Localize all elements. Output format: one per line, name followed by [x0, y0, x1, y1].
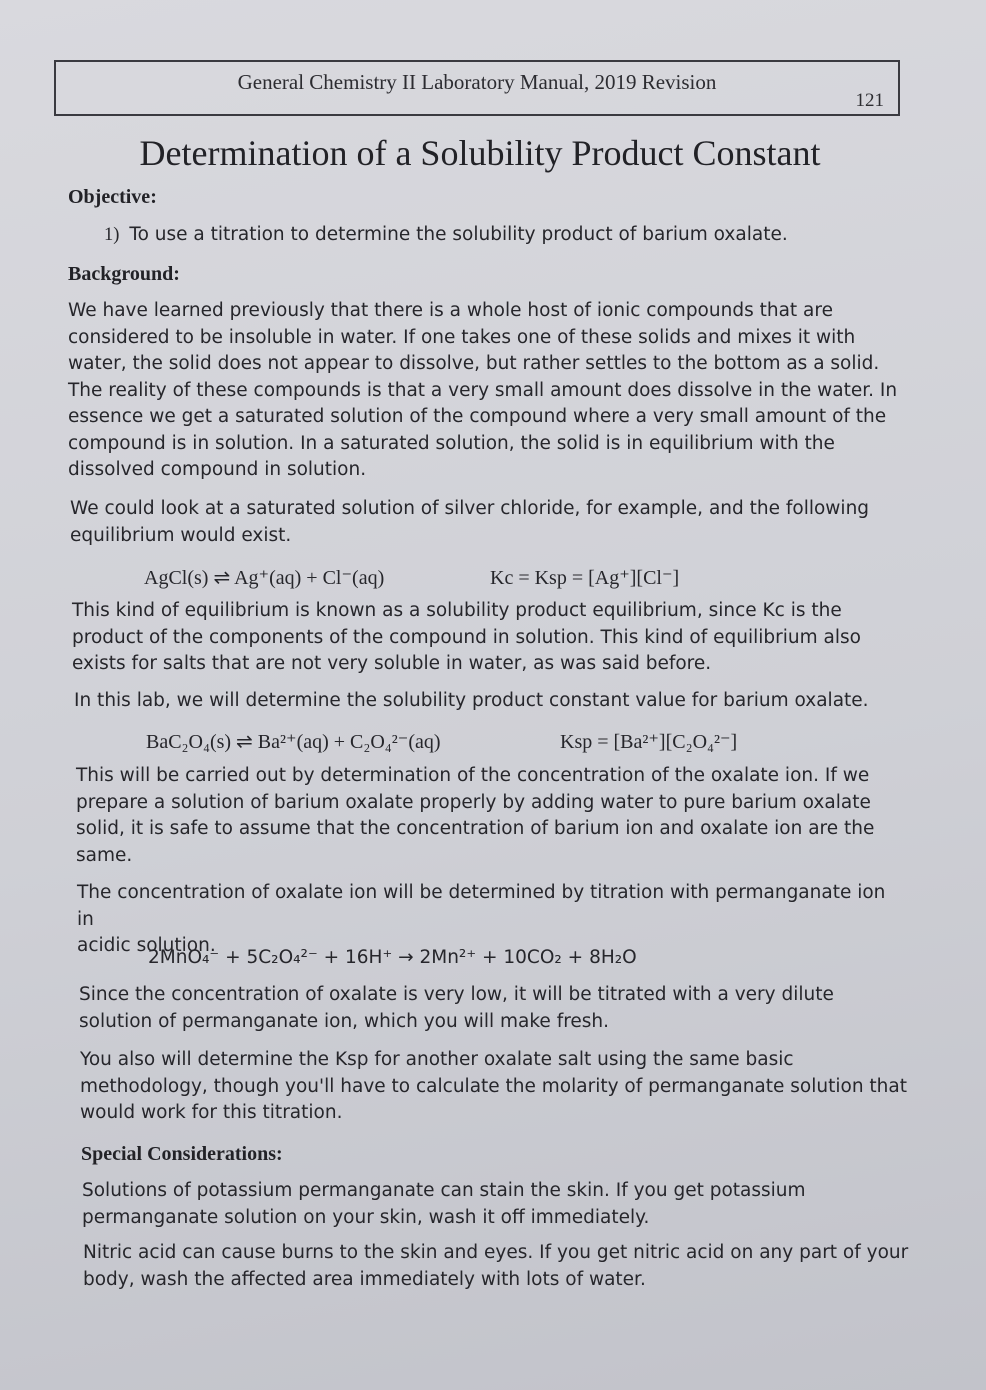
background-paragraph-1 — [68, 298, 898, 484]
text-line: equilibrium would exist. — [70, 524, 292, 546]
background-paragraph-5 — [76, 763, 906, 869]
running-header — [54, 60, 900, 116]
text-line: dissolved compound in solution. — [68, 459, 367, 480]
background-paragraph-7 — [79, 982, 909, 1035]
special-paragraph-1 — [82, 1178, 912, 1231]
text-line: The concentration of oxalate ion will be determined by titration with permanganate ion in — [77, 882, 886, 930]
text-line: permanganate solution on your skin, wash it off immediately. — [82, 1206, 650, 1228]
text-line: exists for salts that are not very soluble in water, as was said before. — [72, 653, 712, 674]
text-line: compound is in solution. In a saturated solution, the solid is in equilibrium with the — [68, 432, 835, 454]
text-line: methodology, though you'll have to calculate the molarity of permanganate solution that — [80, 1075, 907, 1097]
text-line: same. — [76, 844, 133, 866]
text-line: product of the components of the compound in solution. This kind of equilibrium also — [72, 626, 861, 648]
background-heading: Background: — [68, 263, 180, 285]
manual-title: General Chemistry II Laboratory Manual, 2019 Revision — [237, 70, 717, 94]
text-line: prepare a solution of barium oxalate properly by adding water to pure barium oxalate — [76, 791, 871, 813]
text-line: This kind of equilibrium is known as a solubility product equilibrium, since Kc is the — [72, 600, 842, 621]
background-paragraph-4 — [74, 688, 904, 715]
text-line: You also will determine the Ksp for another oxalate salt using the same basic — [80, 1049, 794, 1070]
background-paragraph-2 — [70, 496, 900, 549]
text-line: essence we get a saturated solution of the compound where a very small amount of the — [68, 406, 887, 427]
text-line: Since the concentration of oxalate is very low, it will be titrated with a very dilute — [79, 984, 834, 1005]
text-line: solid, it is safe to assume that the concentration of barium ion and oxalate ion are the — [76, 818, 875, 839]
objective-item — [104, 224, 788, 246]
objective-item-text: To use a titration to determine the solubility product of barium oxalate. — [129, 224, 788, 245]
silver-chloride-ksp-expression: Kc = Ksp = [Ag⁺][Cl⁻] — [490, 567, 680, 589]
text-line: body, wash the affected area immediately with lots of water. — [83, 1268, 646, 1290]
text-line: This will be carried out by determination of the concentration of the oxalate ion. If we — [76, 765, 870, 786]
background-paragraph-3 — [72, 598, 902, 678]
text-line: water, the solid does not appear to dissolve, but rather settles to the bottom as a solid. — [68, 353, 880, 374]
objective-item-number: 1) — [104, 225, 120, 245]
special-paragraph-2 — [83, 1240, 913, 1293]
permanganate-titration-equation: 2MnO₄⁻ + 5C₂O₄²⁻ + 16H⁺ → 2Mn²⁺ + 10CO₂ + 8H₂O — [148, 947, 637, 968]
barium-oxalate-ksp-expression: Ksp = [Ba²⁺][C₂O₄²⁻] — [560, 731, 738, 753]
text-line: We could look at a saturated solution of silver chloride, for example, and the following — [70, 498, 870, 519]
text-line: Nitric acid can cause burns to the skin and eyes. If you get nitric acid on any part of your — [83, 1242, 909, 1263]
barium-oxalate-equation: BaC₂O₄(s) ⇌ Ba²⁺(aq) + C₂O₄²⁻(aq) — [146, 731, 441, 753]
background-paragraph-8 — [80, 1047, 910, 1127]
text-line: would work for this titration. — [80, 1102, 343, 1123]
text-line: acidic solution. — [77, 935, 216, 956]
page-number: 121 — [855, 90, 884, 111]
objective-heading: Objective: — [68, 186, 157, 208]
text-line: Solutions of potassium permanganate can stain the skin. If you get potassium — [82, 1180, 806, 1201]
text-line: considered to be insoluble in water. If one takes one of these solids and mixes it with — [68, 326, 856, 348]
text-line: In this lab, we will determine the solubility product constant value for barium oxalate. — [74, 690, 869, 711]
silver-chloride-equation: AgCl(s) ⇌ Ag⁺(aq) + Cl⁻(aq) — [144, 567, 385, 589]
text-line: We have learned previously that there is a whole host of ionic compounds that are — [68, 300, 833, 321]
special-considerations-heading: Special Considerations: — [81, 1143, 283, 1165]
text-line: solution of permanganate ion, which you will make fresh. — [79, 1010, 610, 1032]
page-title: Determination of a Solubility Product Constant — [139, 133, 821, 173]
text-line: The reality of these compounds is that a very small amount does dissolve in the water. In — [68, 379, 898, 401]
